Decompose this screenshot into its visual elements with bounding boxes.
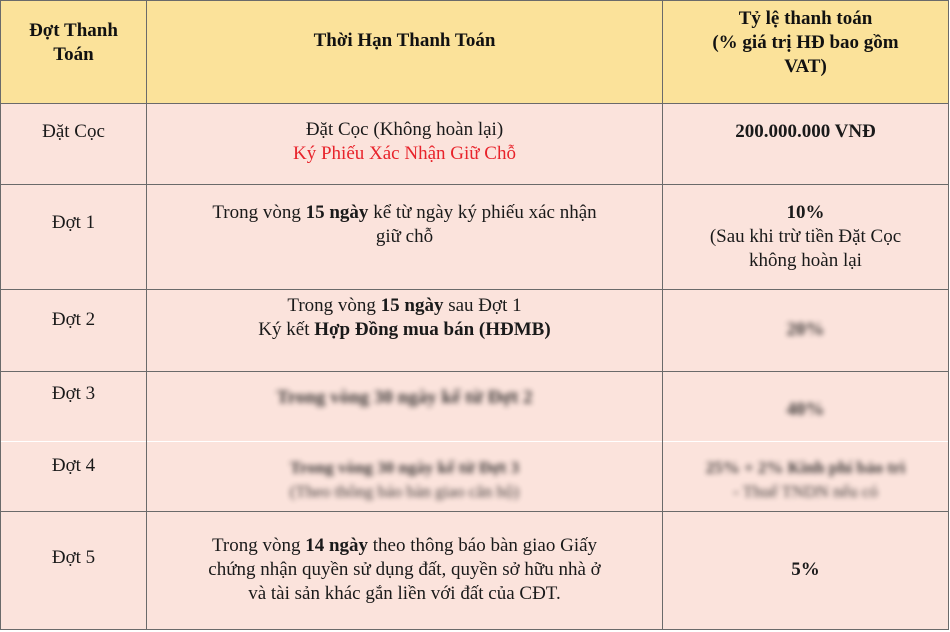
term-cell <box>147 512 663 630</box>
rate-value-blurred: - Thuế TNDN nếu có <box>733 482 878 501</box>
term-blurred: (Theo thông báo bàn giao căn hộ) <box>289 482 520 501</box>
term-cell <box>147 185 663 290</box>
term-text: theo thông báo bàn giao Giấy <box>368 535 598 556</box>
rate-cell <box>663 512 949 630</box>
header-term-label: Thời Hạn Thanh Toán <box>313 30 496 51</box>
term-line <box>153 534 656 558</box>
table-row <box>1 290 949 372</box>
phase-cell <box>1 290 147 372</box>
phase-cell <box>1 372 147 442</box>
term-line <box>153 201 656 225</box>
header-rate-line1: Tỷ lệ thanh toán <box>738 8 873 29</box>
term-bold: 14 ngày <box>305 535 369 556</box>
term-cell <box>147 104 663 185</box>
term-highlight: Ký Phiếu Xác Nhận Giữ Chỗ <box>293 143 516 164</box>
phase-label: Đợt 2 <box>51 309 96 330</box>
phase-cell <box>1 512 147 630</box>
table-row <box>1 185 949 290</box>
rate-note: không hoàn lại <box>749 250 862 271</box>
phase-label: Đợt 1 <box>51 212 96 233</box>
header-rate-line3: VAT) <box>784 56 827 77</box>
rate-cell <box>663 185 949 290</box>
term-line: chứng nhận quyền sử dụng đất, quyền sở hữu nhà ở <box>208 559 601 580</box>
phase-cell <box>1 185 147 290</box>
rate-value-blurred: 40% <box>786 399 825 420</box>
table-row <box>1 442 949 512</box>
term-blurred: Trong vòng 30 ngày kể từ Đợt 3 <box>289 458 520 477</box>
header-phase-label: Đợt Thanh Toán <box>29 20 118 65</box>
rate-value-blurred: 20% <box>786 319 825 340</box>
term-bold: Hợp Đồng mua bán (HĐMB) <box>314 319 551 340</box>
table-row <box>1 104 949 185</box>
rate-value: 5% <box>791 559 820 580</box>
header-rate-line2: (% giá trị HĐ bao gồm <box>712 32 899 53</box>
header-phase <box>1 1 147 104</box>
rate-note: (Sau khi trừ tiền Đặt Cọc <box>709 226 902 247</box>
term-line: Đặt Cọc (Không hoàn lại) <box>305 119 504 140</box>
term-line <box>153 318 656 342</box>
header-rate <box>663 1 949 104</box>
term-cell <box>147 372 663 442</box>
phase-label: Đợt 5 <box>51 547 96 568</box>
phase-cell <box>1 104 147 185</box>
term-line: và tài sản khác gắn liền với đất của CĐT. <box>248 583 561 604</box>
rate-cell <box>663 442 949 512</box>
term-text: Trong vòng <box>212 202 306 223</box>
term-line: giữ chỗ <box>375 226 434 247</box>
term-text: kể từ ngày ký phiếu xác nhận <box>368 202 597 223</box>
rate-cell <box>663 104 949 185</box>
phase-label: Đợt 4 <box>51 455 96 476</box>
table-row <box>1 372 949 442</box>
term-text: Trong vòng <box>211 535 306 556</box>
term-cell <box>147 290 663 372</box>
term-bold: 15 ngày <box>305 202 369 223</box>
header-row <box>1 1 949 104</box>
term-line <box>153 294 656 318</box>
rate-cell <box>663 372 949 442</box>
header-term <box>147 1 663 104</box>
rate-value: 10% <box>786 202 825 223</box>
table-row <box>1 512 949 630</box>
term-text: Ký kết <box>258 319 315 340</box>
term-cell <box>147 442 663 512</box>
rate-value-blurred: 25% + 2% Kinh phí bảo trì <box>705 458 906 477</box>
rate-value: 200.000.000 VNĐ <box>735 121 876 142</box>
term-text: Trong vòng <box>287 295 381 316</box>
term-blurred: Trong vòng 30 ngày kể từ Đợt 2 <box>276 387 533 408</box>
phase-label: Đặt Cọc <box>42 121 105 142</box>
rate-cell <box>663 290 949 372</box>
term-text: sau Đợt 1 <box>443 295 522 316</box>
phase-cell <box>1 442 147 512</box>
term-bold: 15 ngày <box>380 295 444 316</box>
phase-label: Đợt 3 <box>51 383 96 404</box>
